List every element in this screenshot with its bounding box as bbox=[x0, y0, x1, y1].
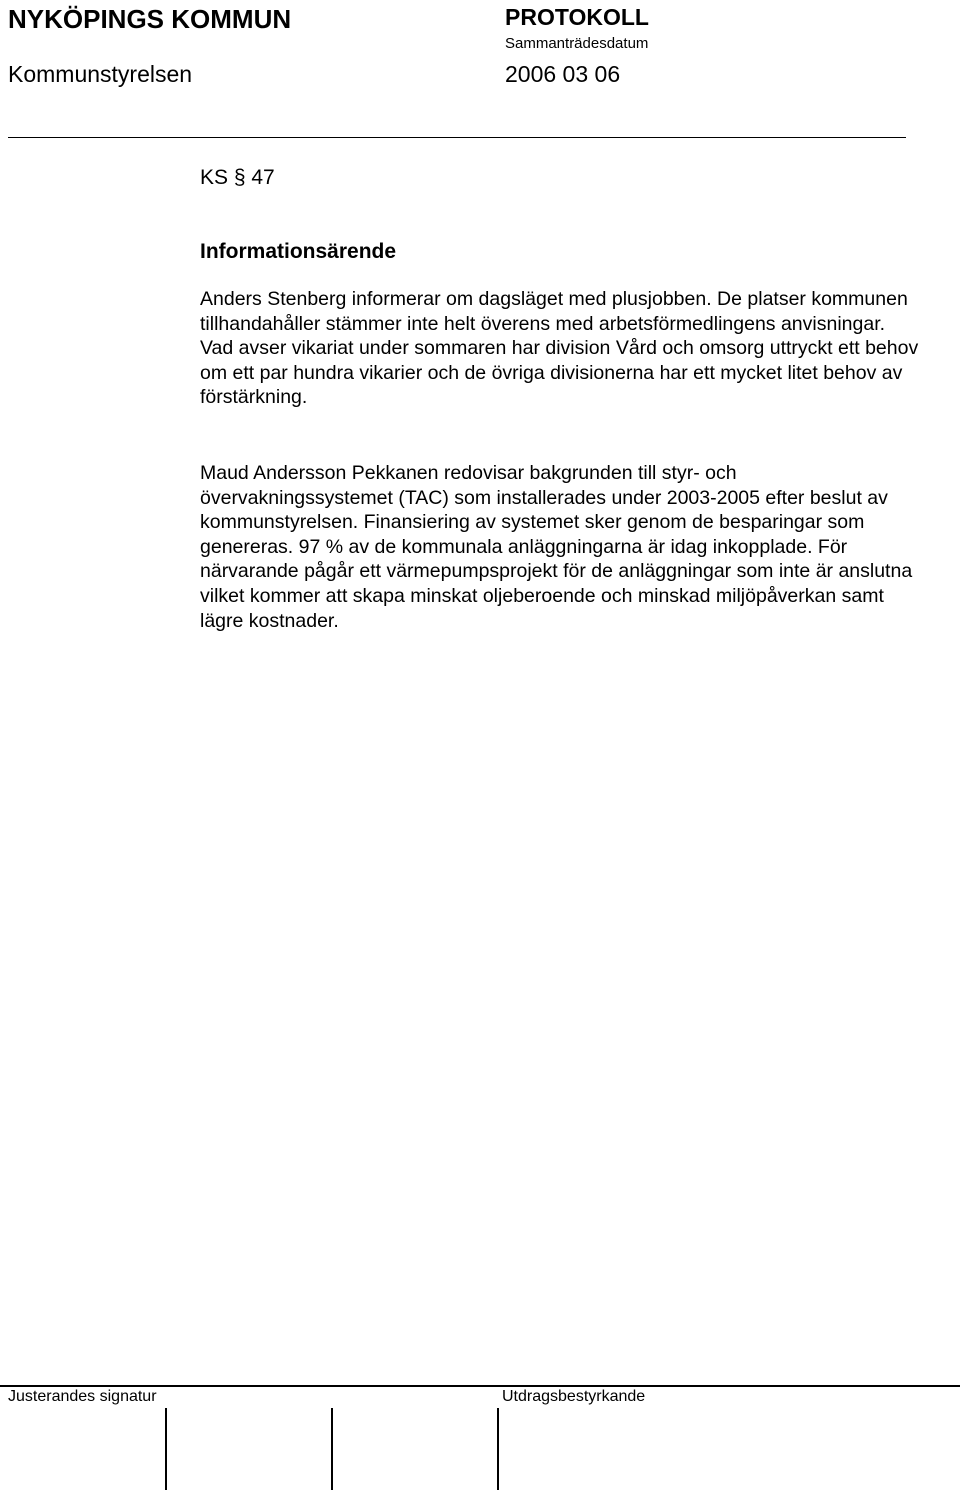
signature-box-divider bbox=[331, 1408, 333, 1490]
organization-name: NYKÖPINGS KOMMUN bbox=[8, 4, 292, 34]
signature-box-divider bbox=[497, 1408, 499, 1490]
meeting-date-label: Sammanträdesdatum bbox=[505, 35, 649, 52]
meeting-date: 2006 03 06 bbox=[505, 61, 621, 87]
section-heading: Informationsärende bbox=[200, 240, 397, 263]
section-number: KS § 47 bbox=[200, 166, 275, 189]
paragraph: Maud Andersson Pekkanen redovisar bakgrunden till styr- och övervakningssystemet (TAC) som installerades under 2003-2005 efter beslut av kommunstyrelsen. Finansiering av systemet sker genom de besparingar som genereras. 97 % av de kommunala anläggningarna är idag inkopplade. För närvarande pågår ett värmepumpsprojekt för de anläggningar som inte är anslutna vilket kommer att skapa minskat oljeberoende och minskad miljöpåverkan samt lägre kostnader. bbox=[200, 462, 913, 632]
signature-label: Justerandes signatur bbox=[8, 1388, 157, 1405]
paragraph: Anders Stenberg informerar om dagsläget med plusjobben. De platser kommunen tillhandahåller stämmer inte helt överens med arbetsförmedlingens anvisningar. Vad avser vikariat under sommaren har division Vård och omsorg uttryckt ett behov om ett par hundra vikarier och de övriga divisionerna har ett mycket litet behov av förstärkning. bbox=[200, 288, 919, 409]
extract-certification-label: Utdragsbestyrkande bbox=[502, 1388, 646, 1405]
footer-divider bbox=[0, 1385, 960, 1387]
board-name: Kommunstyrelsen bbox=[8, 61, 193, 87]
signature-box-divider bbox=[165, 1408, 167, 1490]
document-type: PROTOKOLL bbox=[505, 4, 649, 30]
header-divider bbox=[8, 137, 906, 138]
